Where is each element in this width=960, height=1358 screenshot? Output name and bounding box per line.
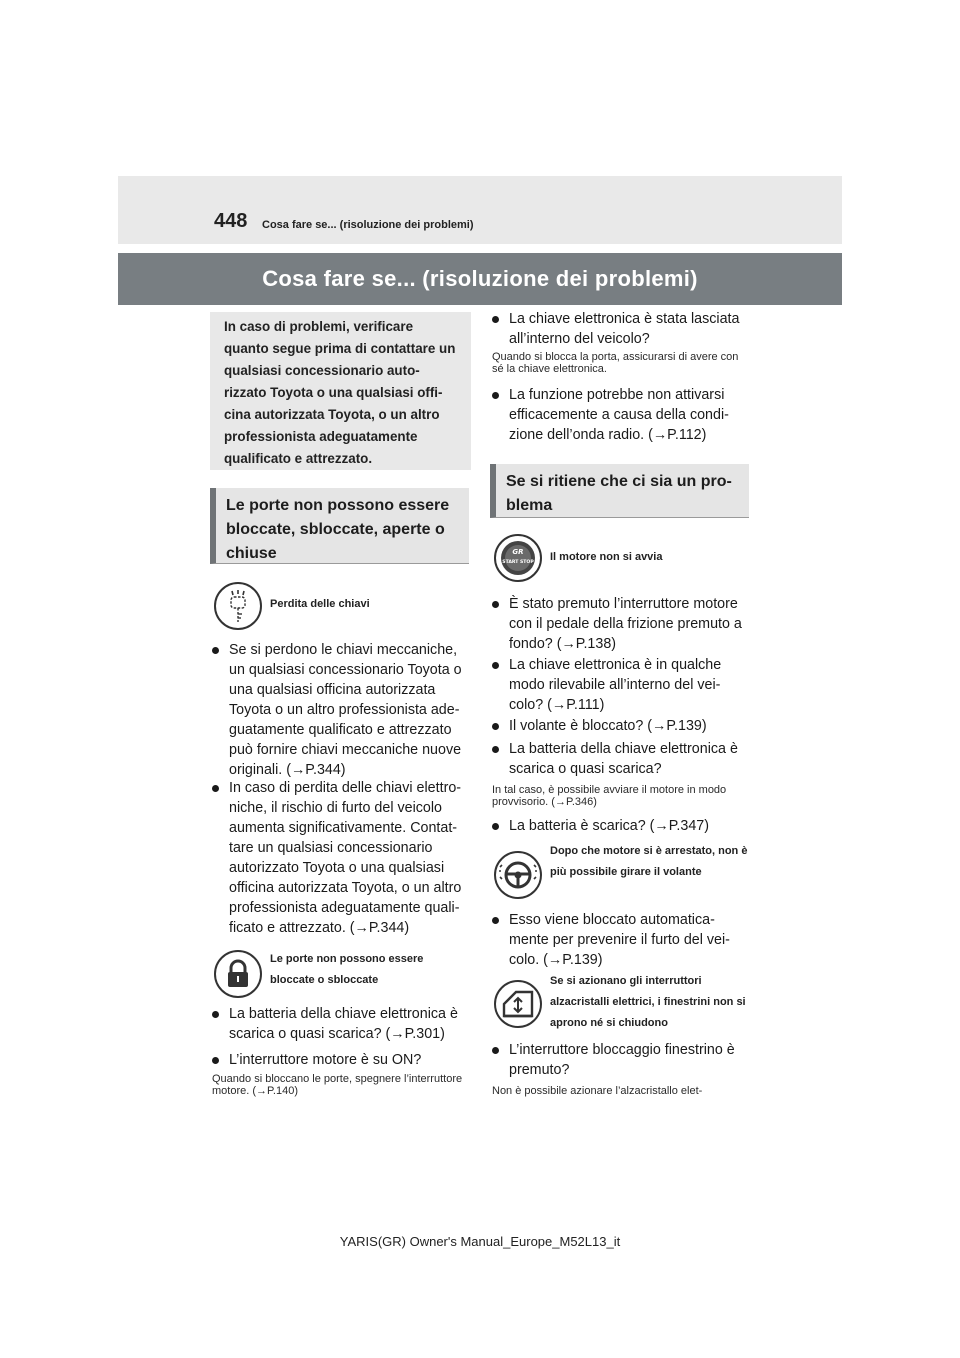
bullet-item bbox=[492, 816, 750, 836]
bullet-text: La batteria della chiave elettronica è scarica o quasi scarica? (→P.301) bbox=[229, 1006, 458, 1042]
lost-keys-label: Perdita delle chiavi bbox=[270, 598, 370, 610]
intro-box: In caso di problemi, verificare quanto segue prima di contattare un qualsiasi concessionario auto- rizzato Toyota o una qualsiasi offi- cina autorizzata Toyota, o un altro professionista adeguatamente qualificato e attrezzato. bbox=[210, 312, 471, 470]
note-text: Non è possibile azionare l’alzacristallo elet- bbox=[492, 1085, 703, 1097]
title-band bbox=[118, 253, 842, 305]
svg-text:GR: GR bbox=[512, 548, 524, 556]
bullet-item bbox=[492, 910, 750, 970]
bullet-text: È stato premuto l’interruttore motore con il pedale della frizione premuto a fondo? (→P.138) bbox=[509, 596, 742, 652]
bullet-text: In caso di perdita delle chiavi elettro- niche, il rischio di furto del veicolo aumenta significativamente. Contat- tare un qualsiasi concessionario autorizzato Toyota o una qualsiasi officina autorizzata Toyota, o un altro professionista adeguatamente quali- ficato e attrezzato. (→P.344) bbox=[229, 780, 462, 936]
footer: YARIS(GR) Owner's Manual_Europe_M52L13_it bbox=[339, 1234, 621, 1249]
note-text: In tal caso, è possibile avviare il motore in modo provvisorio. (→P.346) bbox=[492, 784, 727, 808]
bullet-item bbox=[212, 778, 470, 938]
page-number: 448 bbox=[214, 210, 248, 232]
bullet-item bbox=[492, 655, 750, 715]
bullet-item bbox=[492, 309, 750, 349]
steering-lock-icon bbox=[494, 851, 542, 899]
bullet-item bbox=[492, 1040, 750, 1080]
bullet-text: L’interruttore bloccaggio finestrino è premuto? bbox=[509, 1042, 735, 1078]
padlock-icon bbox=[214, 950, 262, 998]
bullet-item bbox=[492, 739, 750, 779]
start-stop-button-icon bbox=[494, 534, 542, 582]
power-window-icon bbox=[494, 980, 542, 1028]
note-text: Quando si blocca la porta, assicurarsi di avere con sé la chiave elettronica. bbox=[492, 351, 739, 375]
bullet-text: L’interruttore motore è su ON? bbox=[229, 1052, 422, 1068]
section-heading-doors: Le porte non possono essere bloccate, sbloccate, aperte o chiuse bbox=[210, 488, 469, 564]
bullet-text: Esso viene bloccato automatica- mente per prevenire il furto del vei- colo. (→P.139) bbox=[509, 912, 730, 968]
bullet-item bbox=[212, 1050, 470, 1070]
lost-key-icon bbox=[214, 582, 262, 630]
bullet-item bbox=[492, 385, 750, 445]
bullet-text: Se si perdono le chiavi meccaniche, un qualsiasi concessionario Toyota o una qualsiasi officina autorizzata Toyota o un altro professionista ade- guatamente qualificato e attrezzato può fornire chiavi meccaniche nuove originali. (→P.344) bbox=[229, 642, 462, 778]
bullet-item bbox=[492, 716, 750, 736]
bullet-item bbox=[212, 640, 470, 780]
engine-label: Il motore non si avvia bbox=[550, 551, 663, 563]
bullet-text: Il volante è bloccato? (→P.139) bbox=[509, 718, 707, 734]
bullet-text: La batteria è scarica? (→P.347) bbox=[509, 818, 710, 834]
start-stop-text: START STOP bbox=[502, 560, 534, 565]
lock-label: Le porte non possono essere bloccate o sbloccate bbox=[270, 953, 424, 986]
section-heading-problem: Se si ritiene che ci sia un pro- blema bbox=[490, 464, 749, 518]
steering-label: Dopo che motore si è arrestato, non è più possibile girare il volante bbox=[550, 845, 748, 878]
bullet-text: La chiave elettronica è in qualche modo rilevabile all’interno del vei- colo? (→P.111) bbox=[509, 657, 722, 713]
bullet-text: La chiave elettronica è stata lasciata all’interno del veicolo? bbox=[509, 311, 740, 347]
bullet-item bbox=[492, 594, 750, 654]
running-title: Cosa fare se... (risoluzione dei problemi) bbox=[262, 219, 474, 231]
bullet-text: La batteria della chiave elettronica è scarica o quasi scarica? bbox=[509, 741, 738, 777]
bullet-item bbox=[212, 1004, 470, 1044]
window-label: Se si azionano gli interruttori alzacristalli elettrici, i finestrini non si aprono né si chiudono bbox=[550, 975, 746, 1029]
bullet-text: La funzione potrebbe non attivarsi efficacemente a causa della condi- zione dell’onda radio. (→P.112) bbox=[509, 387, 729, 443]
note-text: Quando si bloccano le porte, spegnere l’interruttore motore. (→P.140) bbox=[212, 1073, 463, 1097]
page-title: Cosa fare se... (risoluzione dei problemi) bbox=[262, 266, 698, 291]
